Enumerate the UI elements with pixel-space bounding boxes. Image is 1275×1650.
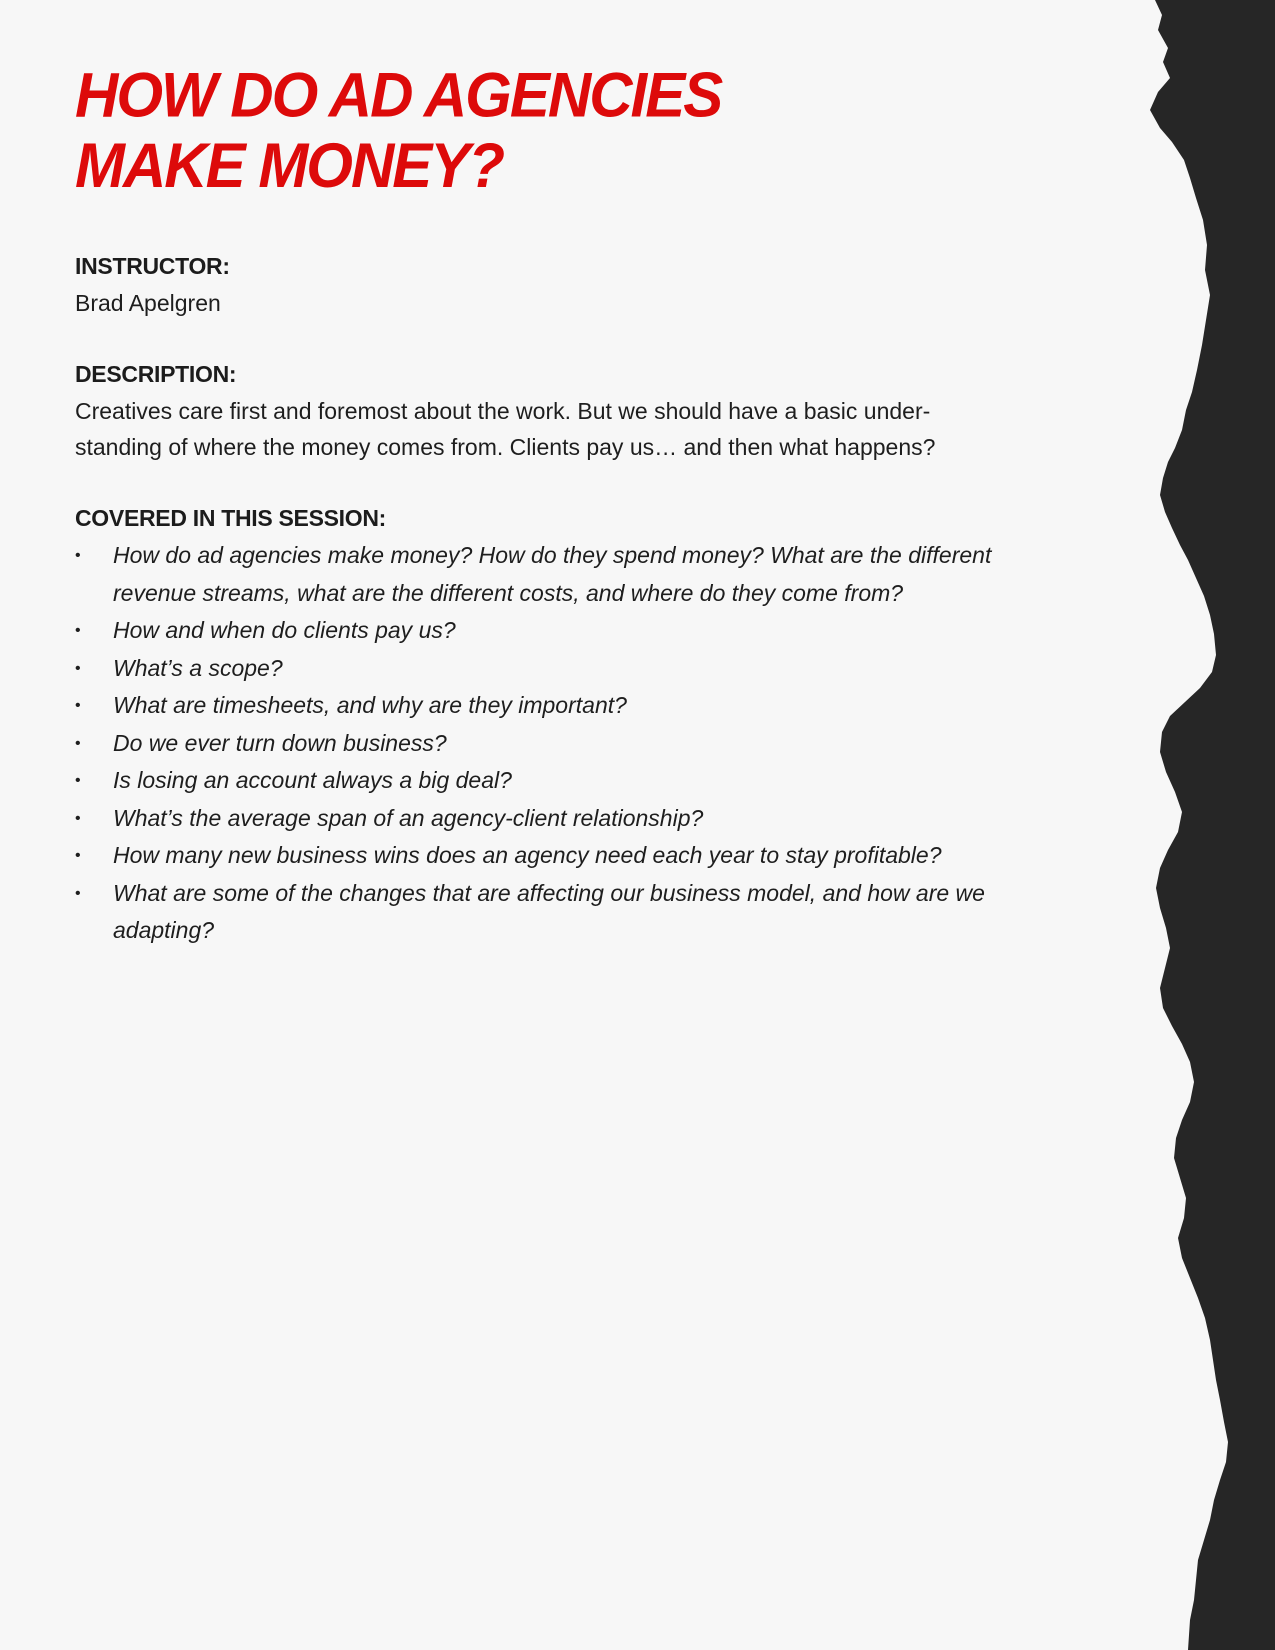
bullet-icon: • [75,734,81,752]
session-topics-list [75,537,1015,950]
list-item-text: Do we ever turn down business? [113,729,447,756]
instructor-section [75,251,1015,321]
instructor-label: INSTRUCTOR: [75,253,230,279]
list-item [75,537,1015,612]
bullet-icon: • [75,622,81,639]
instructor-name: Brad Apelgren [75,290,221,316]
covered-label: COVERED IN THIS SESSION: [75,505,387,531]
list-item-text: What’s the average span of an agency-client relationship? [113,804,704,831]
list-item [75,837,1015,875]
list-item [75,762,1015,800]
description-section [75,359,1015,465]
list-item [75,650,1015,688]
title-line-2: MAKE MONEY? [75,130,503,201]
bullet-icon: • [75,884,81,902]
list-item-text: Is losing an account always a big deal? [113,767,512,793]
list-item-text: How and when do clients pay us? [113,617,456,643]
list-item-text: What are timesheets, and why are they important? [113,692,627,718]
list-item-text: How many new business wins does an agency need each year to stay profitable? [113,842,942,868]
description-label: DESCRIPTION: [75,361,237,387]
list-item [75,725,1015,763]
list-item-text: What are some of the changes that are affecting our business model, and how are we adapting? [113,879,985,943]
bullet-icon: • [75,772,81,789]
covered-section [75,503,1015,950]
bullet-icon: • [75,697,81,714]
list-item [75,875,1015,950]
description-text: Creatives care first and foremost about the work. But we should have a basic under-standing of where the money comes from. Clients pay us… and then what happens? [75,398,936,460]
bullet-icon: • [75,659,81,677]
page-title [75,60,1015,201]
bullet-icon: • [75,847,81,864]
document-content [75,60,1015,950]
bullet-icon: • [75,809,81,827]
title-line-1: HOW DO AD AGENCIES [75,60,722,131]
list-item [75,612,1015,650]
list-item [75,800,1015,838]
list-item [75,687,1015,725]
bullet-icon: • [75,547,81,564]
list-item-text: What’s a scope? [113,654,283,681]
list-item-text: How do ad agencies make money? How do they spend money? What are the different revenue streams, what are the different costs, and where do they come from? [113,542,992,606]
